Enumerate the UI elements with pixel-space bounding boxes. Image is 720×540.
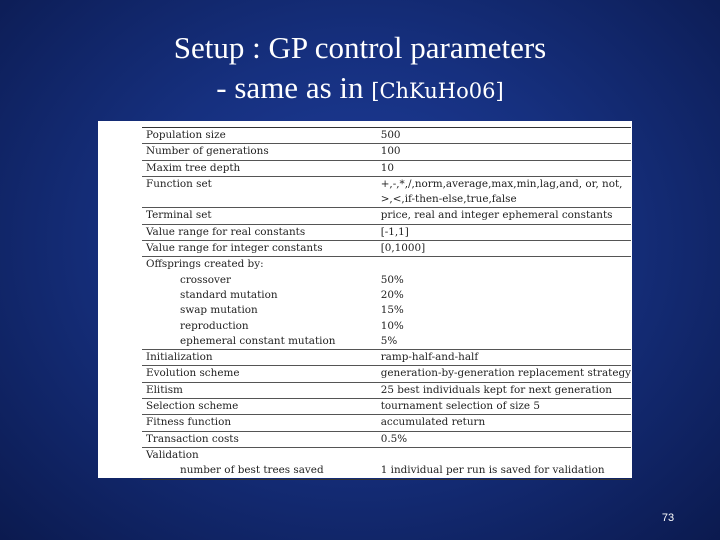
param-name: Population size	[142, 128, 377, 144]
param-value: 25 best individuals kept for next generation	[377, 382, 631, 398]
param-name: Evolution scheme	[142, 366, 377, 382]
page-number: 73	[661, 512, 675, 524]
table-row	[142, 208, 631, 224]
param-name: reproduction	[180, 319, 249, 332]
param-name: number of best trees saved	[142, 463, 377, 479]
table-row	[142, 288, 631, 303]
param-name: crossover	[180, 273, 231, 286]
param-value: 1 individual per run is saved for validation	[377, 463, 631, 479]
param-value: accumulated return	[377, 415, 631, 431]
parameters-table	[142, 127, 631, 480]
param-name: Elitism	[142, 382, 377, 398]
param-value: [0,1000]	[377, 241, 631, 257]
param-value-continued: >,<,if-then-else,true,false	[380, 193, 517, 206]
param-value	[377, 257, 631, 273]
param-value: [-1,1]	[377, 224, 631, 240]
param-value: 15%	[380, 304, 404, 317]
param-name: ephemeral constant mutation	[180, 334, 336, 347]
table-row	[142, 431, 631, 447]
param-value: ramp-half-and-half	[377, 350, 631, 366]
param-value: 100	[377, 144, 631, 160]
param-value: price, real and integer ephemeral constants	[377, 208, 631, 224]
param-name: standard mutation	[180, 288, 278, 301]
param-value-multiline	[377, 176, 631, 208]
title-line-2-text: - same as in	[216, 70, 372, 105]
param-value: generation-by-generation replacement strategy	[377, 366, 631, 382]
param-name: Transaction costs	[142, 431, 377, 447]
param-value: 10	[377, 160, 631, 176]
table-row	[142, 160, 631, 176]
param-name: Value range for integer constants	[142, 241, 377, 257]
table-row	[142, 447, 631, 463]
table-row	[142, 224, 631, 240]
param-value: 5%	[380, 334, 398, 347]
table-row	[142, 399, 631, 415]
table-row	[142, 303, 631, 318]
param-value: +,-,*,/,norm,average,max,min,lag,and, or, not,	[380, 177, 623, 190]
title-line-2	[0, 68, 720, 111]
param-name: swap mutation	[180, 304, 258, 317]
table-row	[142, 176, 631, 208]
param-name: Selection scheme	[142, 399, 377, 415]
table-row	[142, 382, 631, 398]
table-row	[142, 241, 631, 257]
table-row	[142, 415, 631, 431]
param-value: 500	[377, 128, 631, 144]
param-name: Terminal set	[142, 208, 377, 224]
param-name: Offsprings created by:	[142, 257, 377, 273]
param-value: 50%	[380, 273, 404, 286]
param-name: Number of generations	[142, 144, 377, 160]
param-value: 10%	[380, 319, 404, 332]
param-value: 20%	[380, 288, 404, 301]
title-citation: [ChKuHo06]	[371, 79, 504, 103]
param-name: Value range for real constants	[142, 224, 377, 240]
param-name: Validation	[142, 447, 377, 463]
table-row	[142, 144, 631, 160]
param-name: Fitness function	[142, 415, 377, 431]
table-row	[142, 319, 631, 334]
table-row	[142, 463, 631, 479]
param-name: Maxim tree depth	[142, 160, 377, 176]
table-row	[142, 128, 631, 144]
param-name: Initialization	[142, 350, 377, 366]
parameters-table-image	[98, 121, 632, 478]
param-name: Function set	[142, 176, 377, 208]
table-row	[142, 257, 631, 273]
param-value: 0.5%	[377, 431, 631, 447]
table-row	[142, 273, 631, 288]
slide-title	[0, 28, 720, 111]
param-value	[377, 447, 631, 463]
table-row	[142, 334, 631, 350]
param-value: tournament selection of size 5	[377, 399, 631, 415]
title-line-1: Setup : GP control parameters	[173, 30, 547, 65]
table-row	[142, 350, 631, 366]
table-row	[142, 366, 631, 382]
